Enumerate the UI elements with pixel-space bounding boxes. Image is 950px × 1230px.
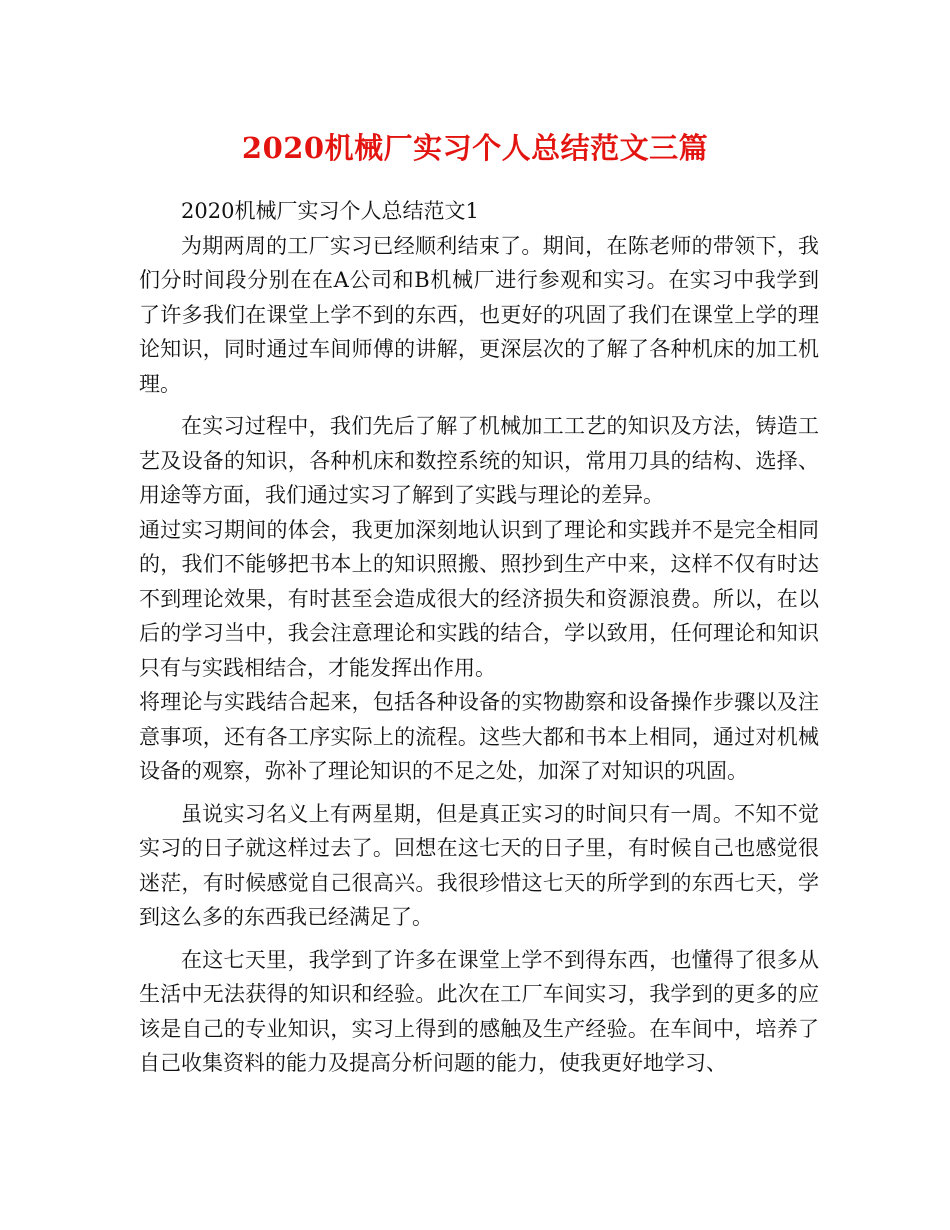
document-body	[139, 194, 819, 1081]
paragraph-2: 在实习过程中，我们先后了解了机械加工工艺的知识及方法，铸造工艺及设备的知识，各种机床和数控系统的知识，常用刀具的结构、选择、用途等方面，我们通过实习了解到了实践与理论的差异。	[139, 414, 819, 507]
document-title: 2020机械厂实习个人总结范文三篇	[241, 131, 709, 165]
paragraph-3: 通过实习期间的体会，我更加深刻地认识到了理论和实践并不是完全相同的，我们不能够把书本上的知识照搬、照抄到生产中来，这样不仅有时达不到理论效果，有时甚至会造成很大的经济损失和资源浪费。所以，在以后的学习当中，我会注意理论和实践的结合，学以致用，任何理论和知识只有与实践相结合，才能发挥出作用。	[139, 517, 819, 680]
section-subtitle: 2020机械厂实习个人总结范文1	[181, 199, 479, 223]
paragraph-4: 将理论与实践结合起来，包括各种设备的实物勘察和设备操作步骤以及注意事项，还有各工序实际上的流程。这些大都和书本上相同，通过对机械设备的观察，弥补了理论知识的不足之处，加深了对知识的巩固。	[139, 690, 819, 783]
paragraph-5: 虽说实习名义上有两星期，但是真正实习的时间只有一周。不知不觉实习的日子就这样过去了。回想在这七天的日子里，有时候自己也感觉很迷茫，有时候感觉自己很高兴。我很珍惜这七天的所学到的东西七天，学到这么多的东西我已经满足了。	[139, 801, 819, 929]
paragraph-6: 在这七天里，我学到了许多在课堂上学不到得东西，也懂得了很多从生活中无法获得的知识和经验。此次在工厂车间实习，我学到的更多的应该是自己的专业知识，实习上得到的感触及生产经验。在车间中，培养了自己收集资料的能力及提高分析问题的能力，使我更好地学习、	[139, 947, 819, 1075]
paragraph-1: 为期两周的工厂实习已经顺利结束了。期间，在陈老师的带领下，我们分时间段分别在在A公司和B机械厂进行参观和实习。在实习中我学到了许多我们在课堂上学不到的东西，也更好的巩固了我们在课堂上学的理论知识，同时通过车间师傅的讲解，更深层次的了解了各种机床的加工机理。	[139, 233, 819, 396]
